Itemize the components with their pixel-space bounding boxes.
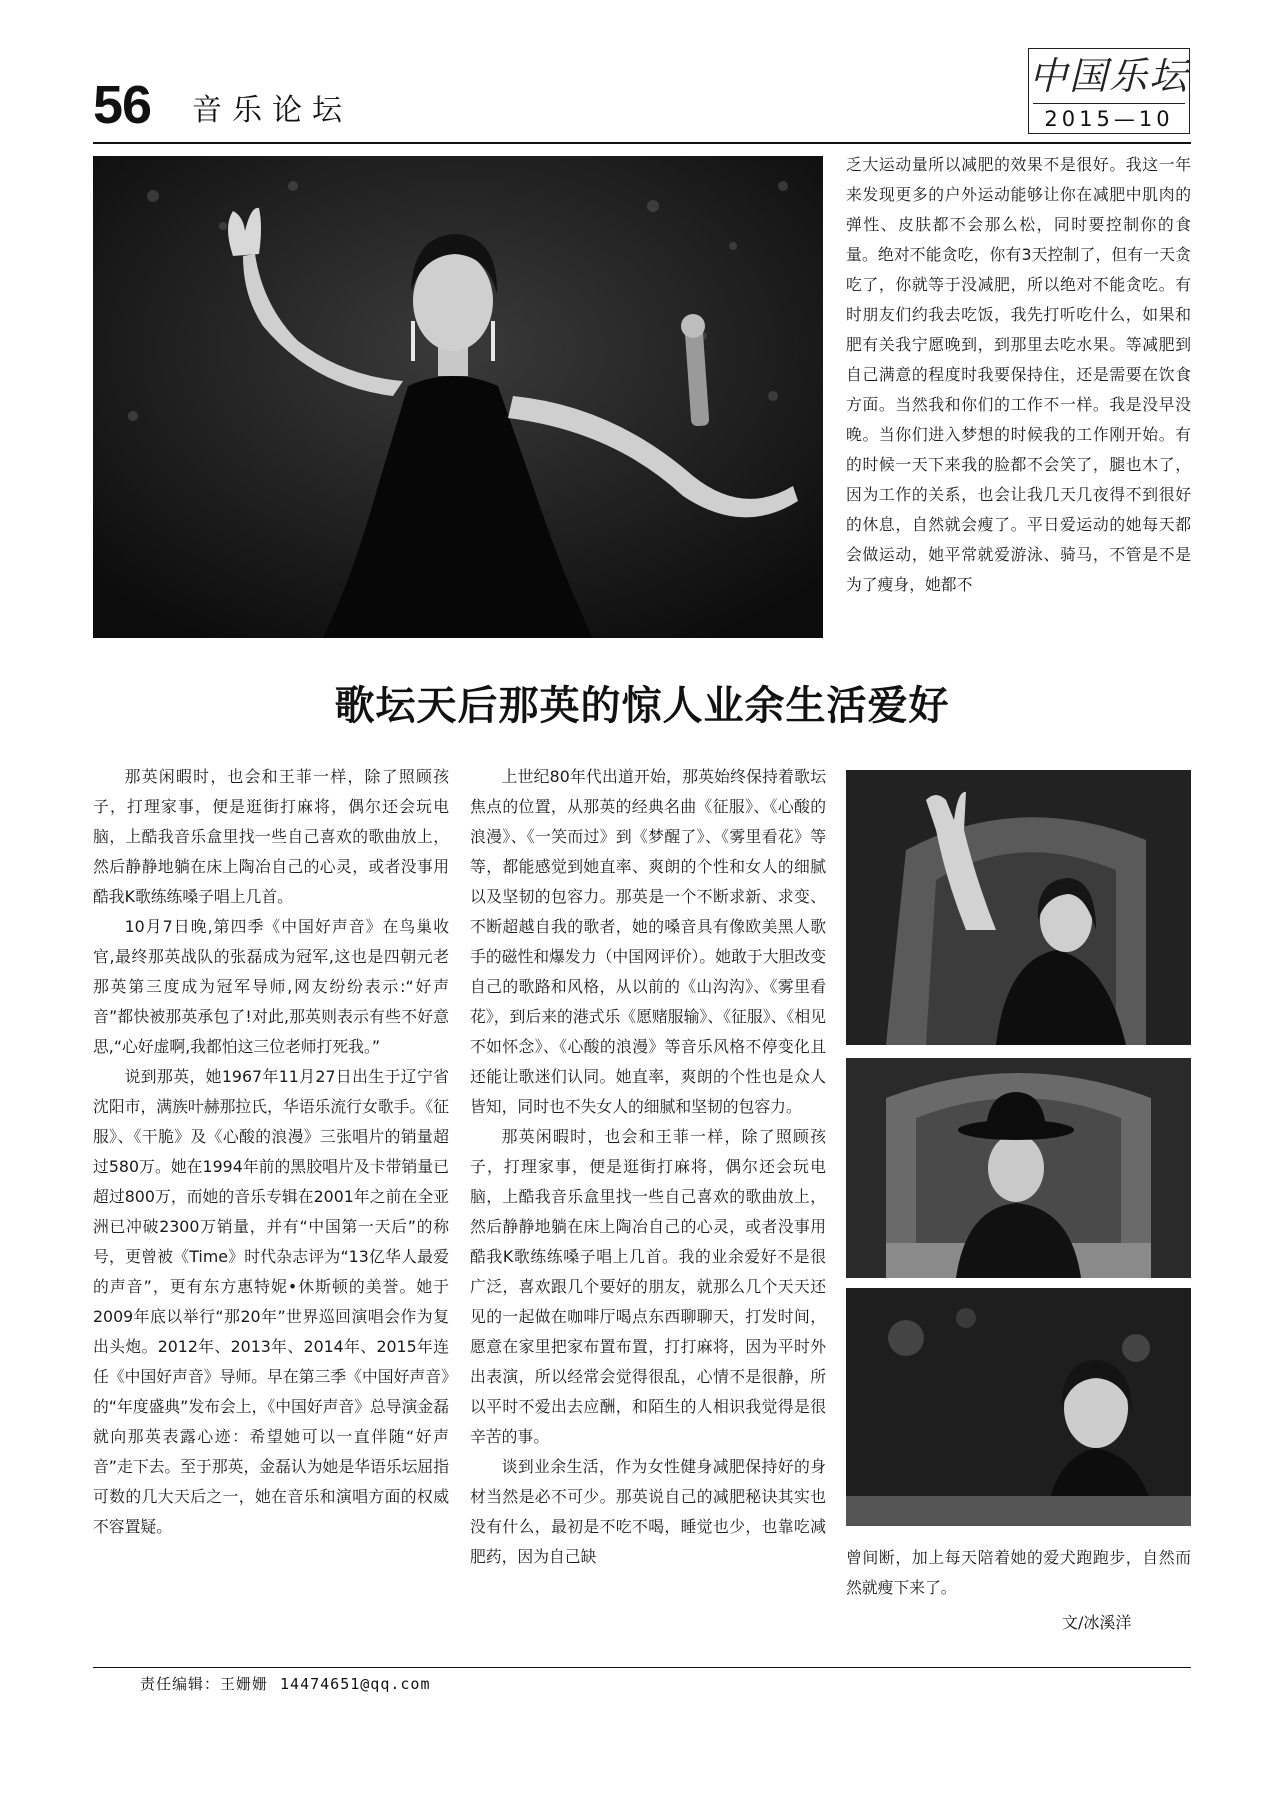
page-number: 56 — [93, 75, 152, 135]
bottom-right-text-column — [846, 1543, 1191, 1603]
article-paragraph: 10月7日晚,第四季《中国好声音》在鸟巢收官,最终那英战队的张磊成为冠军,这也是四朝元老那英第三度成为冠军导师,网友纷纷表示:“好声音”都快被那英承包了!对此,那英则表示有些不好意思,“心好虚啊,我都怕这三位老师打死我。” — [93, 917, 449, 1056]
masthead-logo — [1028, 48, 1190, 134]
left-text-column — [93, 762, 449, 1542]
article-paragraph: 乏大运动量所以减肥的效果不是很好。我这一年来发现更多的户外运动能够让你在减肥中肌肉的弹性、皮肤都不会那么松，同时要控制你的食量。绝对不能贪吃，你有3天控制了，但有一天贪吃了，你就等于没减肥，所以绝对不能贪吃。有时朋友们约我去吃饭，我先打听吃什么，如果和肥有关我宁愿晚到，到那里去吃水果。等减肥到自己满意的程度时我要保持住，还是需要在饮食方面。当然我和你们的工作不一样。我是没早没晚。当你们进入梦想的时候我的工作刚开始。有的时候一天下来我的脸都不会笑了，腿也木了，因为工作的关系，也会让我几天几夜得不到很好的休息，自然就会瘦了。平日爱运动的她每天都会做运动，她平常就爱游泳、骑马，不管是不是为了瘦身，她都不 — [846, 155, 1191, 594]
chair-photo-illustration — [846, 770, 1191, 1045]
article-paragraph: 上世纪80年代出道开始，那英始终保持着歌坛焦点的位置，从那英的经典名曲《征服》、《心酸的浪漫》、《一笑而过》到《梦醒了》、《雾里看花》等等，都能感觉到她直率、爽朗的个性和女人的细腻以及坚韧的包容力。那英是一个不断求新、求变、不断超越自我的歌者，她的嗓音具有像欧美黑人歌手的磁性和爆发力（中国网评价）。她敢于大胆改变自己的歌路和风格，从以前的《山沟沟》、《雾里看花》，到后来的港式乐《愿赌服输》、《征服》、《相见不如怀念》、《心酸的浪漫》等音乐风格不停变化且还能让歌迷们认同。她直率，爽朗的个性也是众人皆知，同时也不失女人的细腻和坚韧的包容力。 — [470, 767, 826, 1116]
top-right-text-column — [846, 150, 1191, 600]
masthead-divider — [1033, 103, 1185, 104]
photo-singer-waving-in-chair — [846, 770, 1191, 1045]
article-paragraph: 曾间断，加上每天陪着她的爱犬跑跑步，自然而然就瘦下来了。 — [846, 1548, 1191, 1597]
photo-singer-smiling — [846, 1288, 1191, 1526]
section-title: 音乐论坛 — [192, 93, 352, 128]
portrait-photo-illustration — [846, 1288, 1191, 1526]
stage-photo-illustration — [93, 156, 823, 638]
middle-text-column — [470, 762, 826, 1572]
footer-credit — [140, 1673, 430, 1694]
article-paragraph: 那英闲暇时，也会和王菲一样，除了照顾孩子，打理家事，便是逛街打麻将，偶尔还会玩电脑，上酷我音乐盒里找一些自己喜欢的歌曲放上，然后静静地躺在床上陶冶自己的心灵，或者没事用酷我K歌练练嗓子唱上几首。我的业余爱好不是很广泛，喜欢跟几个要好的朋友，就那么几个天天还见的一起做在咖啡厅喝点东西聊聊天，打发时间，愿意在家里把家布置布置，打打麻将，因为平时外出表演，所以经常会觉得很乱，心情不是很静，所以平时不爱出去应酬，和陌生的人相识我觉得是很辛苦的事。 — [470, 1127, 826, 1446]
article-paragraph: 那英闲暇时，也会和王菲一样，除了照顾孩子，打理家事，便是逛街打麻将，偶尔还会玩电脑，上酷我音乐盒里找一些自己喜欢的歌曲放上，然后静静地躺在床上陶冶自己的心灵，或者没事用酷我K歌练练嗓子唱上几首。 — [93, 767, 449, 906]
main-photo-singer-on-stage — [93, 156, 823, 638]
masthead-name: 中国乐坛 — [1029, 54, 1190, 98]
author-byline: 文/冰溪洋 — [1062, 1613, 1132, 1632]
footer-divider — [93, 1667, 1191, 1668]
editor-name: 责任编辑：王姗姗 — [140, 1675, 269, 1693]
article-paragraph: 谈到业余生活，作为女性健身减肥保持好的身材当然是必不可少。那英说自己的减肥秘诀其实也没有什么，最初是不吃不喝，睡觉也少，也靠吃减肥药，因为自己缺 — [470, 1457, 826, 1566]
issue-date: 2015—10 — [1044, 107, 1174, 131]
article-headline: 歌坛天后那英的惊人业余生活爱好 — [334, 682, 950, 729]
header-divider — [93, 142, 1191, 144]
editor-email: 14474651@qq.com — [280, 1675, 431, 1693]
article-paragraph: 说到那英，她1967年11月27日出生于辽宁省沈阳市，满族叶赫那拉氏，华语乐流行女歌手。《征服》、《干脆》及《心酸的浪漫》三张唱片的销量超过580万。她在1994年前的黑胶唱片及卡带销量已超过800万，而她的音乐专辑在2001年之前在全亚洲已冲破2300万销量，并有“中国第一天后”的称号，更曾被《Time》时代杂志评为“13亿华人最爱的声音”，更有东方惠特妮•休斯顿的美誉。她于2009年底以举行“那20年”世界巡回演唱会作为复出头炮。2012年、2013年、2014年、2015年连任《中国好声音》导师。早在第三季《中国好声音》的“年度盛典”发布会上，《中国好声音》总导演金磊就向那英表露心迹：希望她可以一直伴随“好声音”走下去。至于那英，金磊认为她是华语乐坛屈指可数的几大天后之一，她在音乐和演唱方面的权威不容置疑。 — [93, 1067, 449, 1536]
hat-photo-illustration — [846, 1058, 1191, 1278]
photo-singer-in-hat — [846, 1058, 1191, 1278]
